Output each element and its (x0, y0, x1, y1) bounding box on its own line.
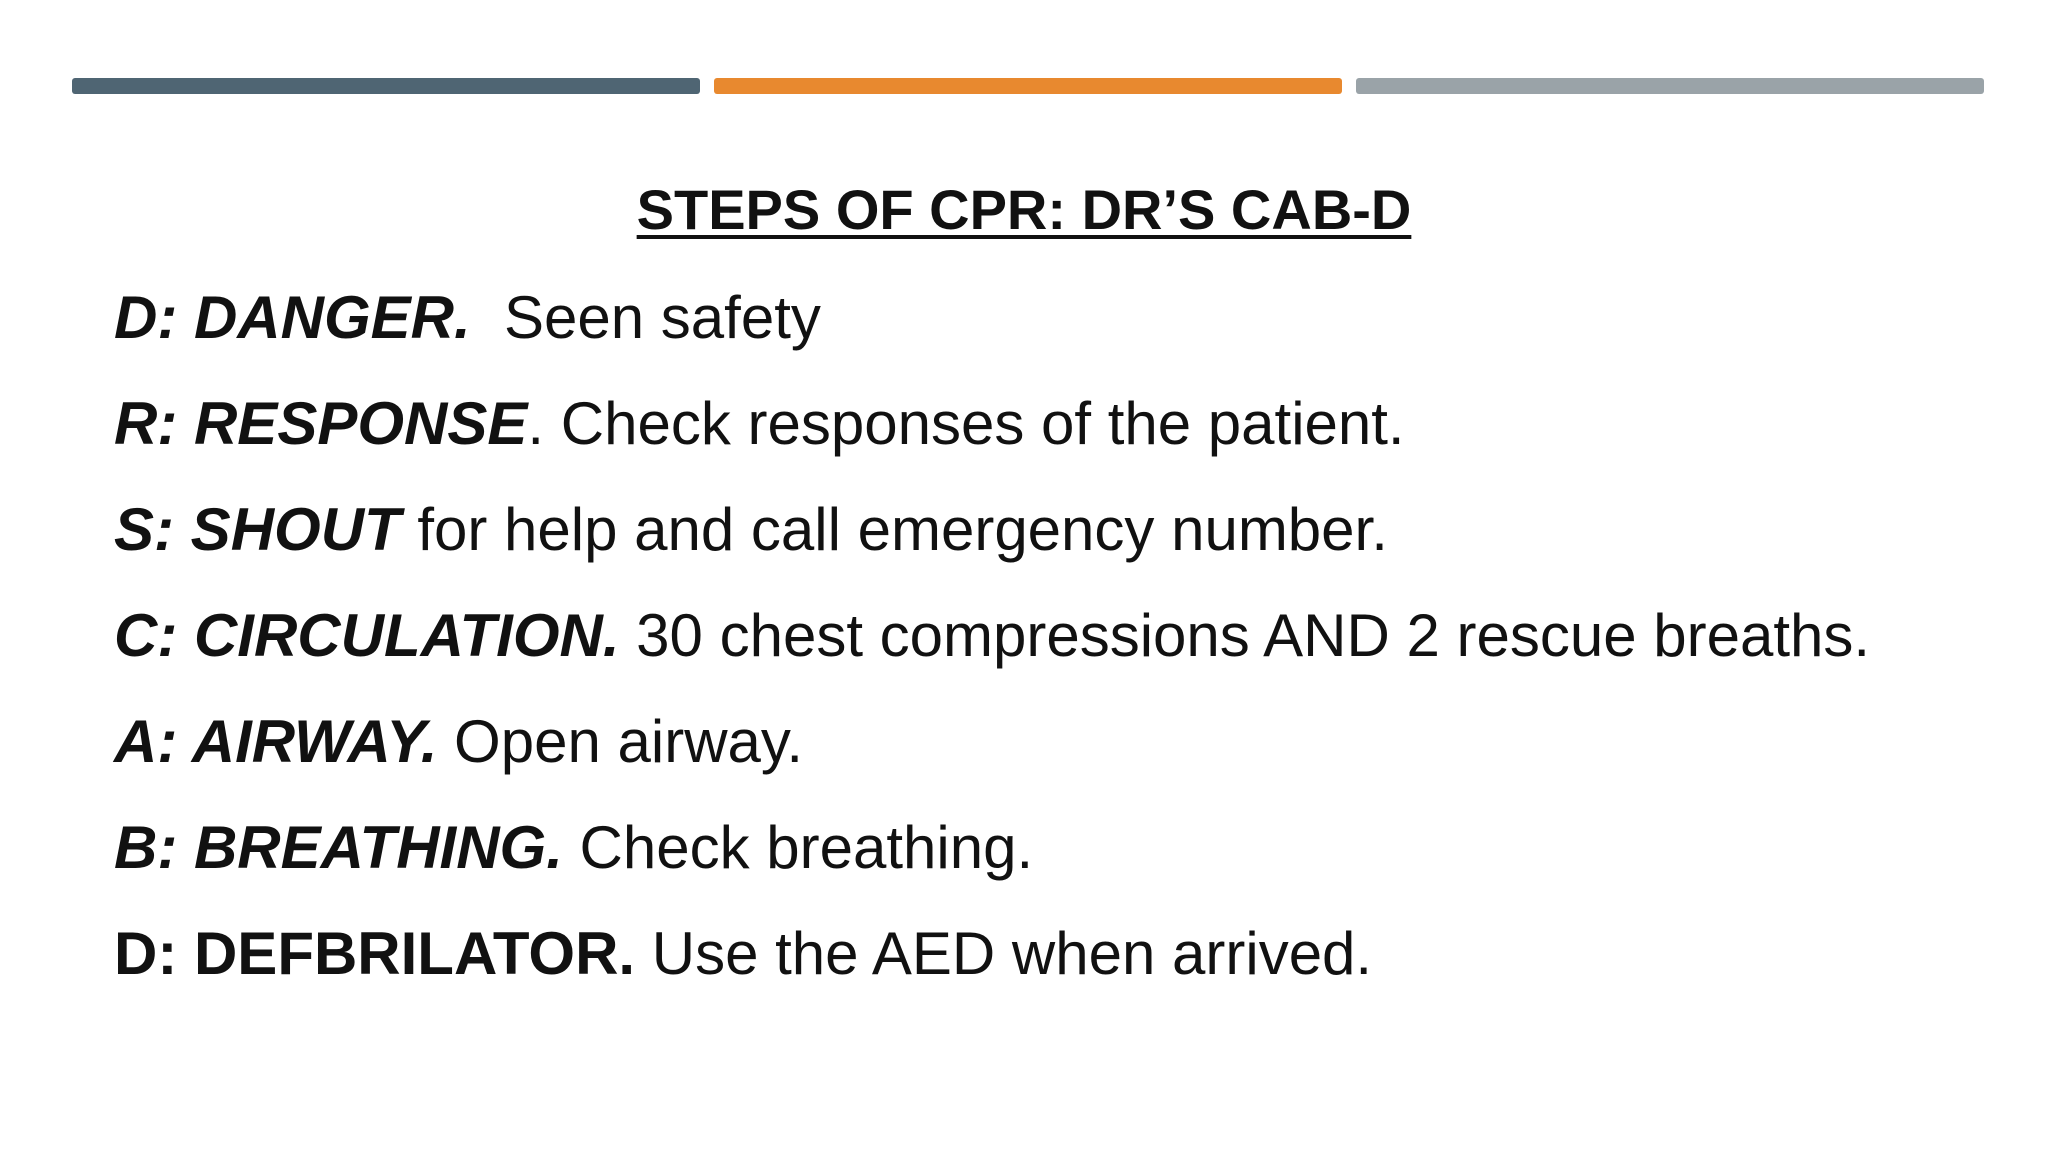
step-label: D: DEFBRILATOR. (114, 920, 636, 987)
accent-bar-orange (714, 78, 1342, 94)
step-shout (114, 492, 1934, 568)
step-circulation (114, 598, 1934, 674)
slide-title: STEPS OF CPR: DR’S CAB-D (636, 178, 1412, 241)
step-text: Check breathing. (562, 814, 1034, 881)
step-label: A: AIRWAY. (114, 708, 438, 775)
step-breathing (114, 810, 1934, 886)
step-text: Use the AED when arrived. (635, 920, 1373, 987)
accent-bar-slate (72, 78, 700, 94)
step-label: S: SHOUT (114, 496, 401, 563)
step-text: for help and call emergency number. (400, 496, 1388, 563)
cpr-steps-list (114, 280, 1934, 1022)
step-label: D: DANGER. (114, 284, 471, 351)
step-label: C: CIRCULATION. (114, 602, 620, 669)
step-label: R: RESPONSE (114, 390, 528, 457)
step-defibrillator (114, 916, 1934, 992)
step-text: Open airway. (437, 708, 804, 775)
step-response (114, 386, 1934, 462)
step-text: 30 chest compressions AND 2 rescue breaths. (619, 602, 1871, 669)
step-label: B: BREATHING. (114, 814, 563, 881)
step-text: Seen safety (470, 284, 821, 351)
step-danger (114, 280, 1934, 356)
step-text: . Check responses of the patient. (527, 390, 1405, 457)
step-airway (114, 704, 1934, 780)
accent-bar-gray (1356, 78, 1984, 94)
